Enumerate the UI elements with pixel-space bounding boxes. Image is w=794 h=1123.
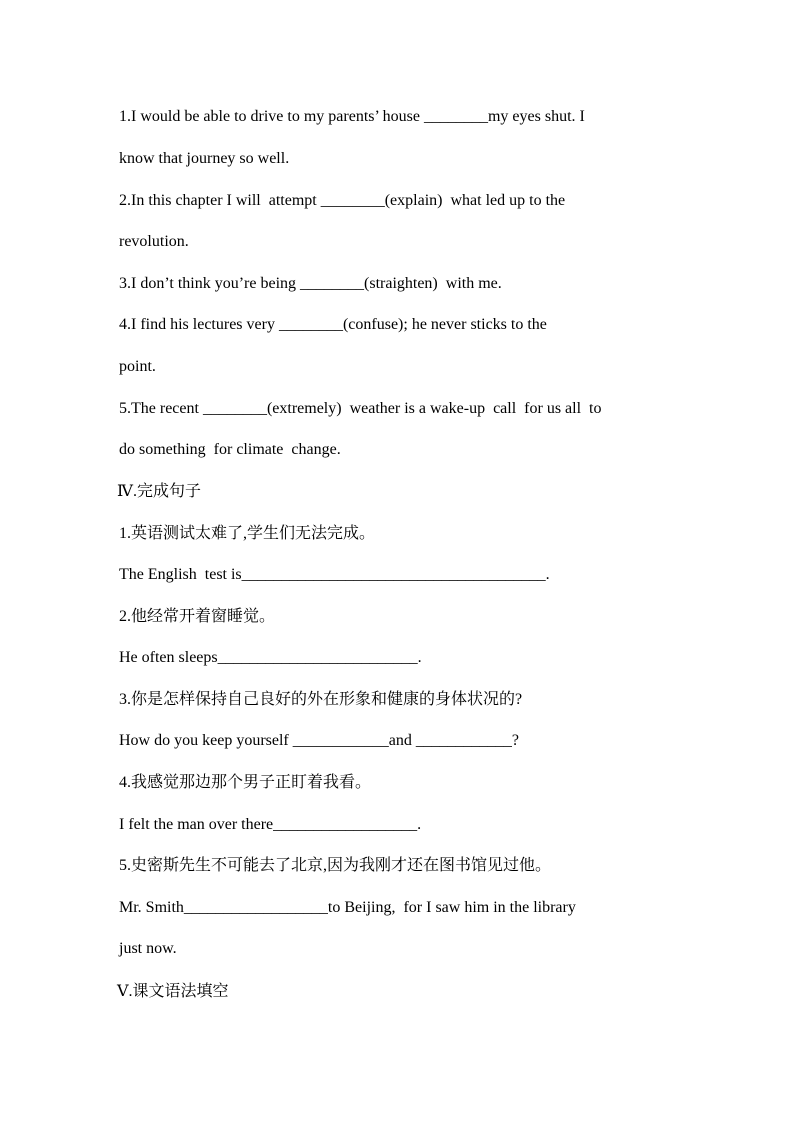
- exercise-3-1-line-1: 1.I would be able to drive to my parents’ house ________my eyes shut. I: [119, 108, 585, 125]
- sentence-2-english: He often sleeps_________________________.: [119, 649, 422, 666]
- sentence-2-chinese: 2.他经常开着窗睡觉。: [119, 608, 276, 625]
- sentence-5-english-line-1: Mr. Smith__________________to Beijing, for I saw him in the library: [119, 899, 576, 916]
- sentence-3-chinese: 3.你是怎样保持自己良好的外在形象和健康的身体状况的?: [119, 691, 523, 708]
- sentence-4-english: I felt the man over there__________________.: [119, 816, 422, 833]
- sentence-5-english-line-2: just now.: [119, 940, 177, 957]
- sentence-3-english: How do you keep yourself ____________and ____________?: [119, 732, 519, 749]
- exercise-3-5-line-1: 5.The recent ________(extremely) weather is a wake-up call for us all to: [119, 400, 602, 417]
- exercise-3-5-line-2: do something for climate change.: [119, 441, 341, 458]
- exercise-3-2-line-1: 2.In this chapter I will attempt ________(explain) what led up to the: [119, 192, 566, 209]
- exercise-3-4-line-1: 4.I find his lectures very ________(confuse); he never sticks to the: [119, 316, 547, 333]
- sentence-5-chinese: 5.史密斯先生不可能去了北京,因为我刚才还在图书馆见过他。: [119, 857, 552, 874]
- sentence-1-english: The English test is______________________________________.: [119, 566, 550, 583]
- section-5-heading: Ⅴ.课文语法填空: [117, 983, 229, 1000]
- exercise-3-3-line-1: 3.I don’t think you’re being ________(straighten) with me.: [119, 275, 502, 292]
- exercise-3-2-line-2: revolution.: [119, 233, 189, 250]
- exercise-3-4-line-2: point.: [119, 358, 156, 375]
- section-4-heading: Ⅳ.完成句子: [117, 483, 201, 500]
- sentence-4-chinese: 4.我感觉那边那个男子正盯着我看。: [119, 774, 372, 791]
- sentence-1-chinese: 1.英语测试太难了,学生们无法完成。: [119, 525, 376, 542]
- exercise-3-1-line-2: know that journey so well.: [119, 150, 290, 167]
